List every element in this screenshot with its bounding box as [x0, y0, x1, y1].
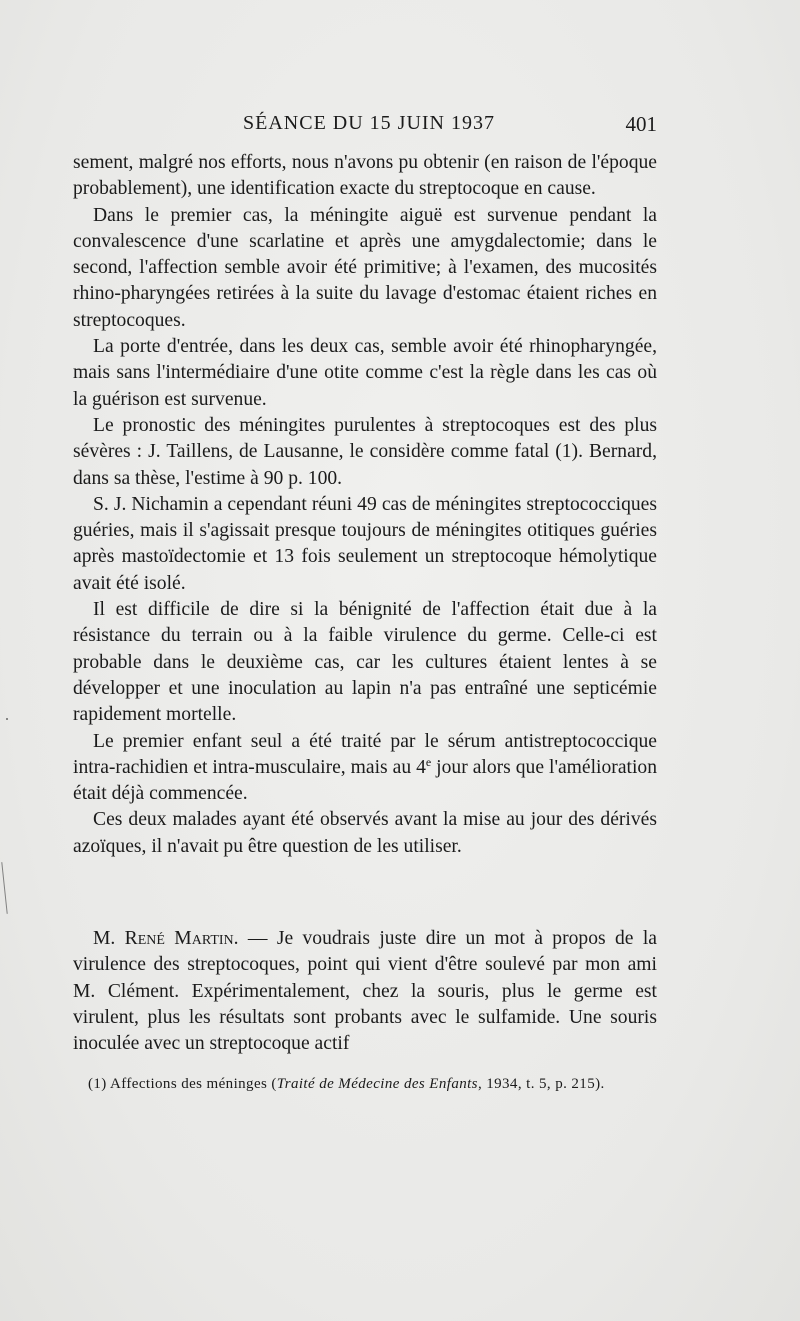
martin-paragraph — [73, 926, 657, 1057]
paragraph-6: Il est difficile de dire si la bénignité de l'affection était due à la résistance du terrain ou à la faible virulence du germe. Celle-ci est probable dans le deuxième cas, car les cultures étaient lentes à se développer et une inoculation au lapin n'a pas entraîné une septicémie rapidement mortelle. — [73, 599, 657, 726]
margin-pencil-mark — [1, 862, 7, 914]
paragraph-8: Ces deux malades ayant été observés avant la mise au jour des dérivés azoïques, il n'avait pu être question de les utiliser. — [73, 809, 657, 857]
paragraph-7 — [73, 729, 657, 808]
footnote-1 — [73, 1075, 657, 1094]
footnote-text: Affections des méninges ( — [110, 1076, 277, 1092]
page-number: 401 — [625, 112, 657, 136]
martin-text: . — Je voudrais juste dire un mot à propos de la virulence des streptocoques, point qui vient d'être soulevé par mon ami M. Clément. Expérimentalement, chez la souris, plus le germe est virulent, plus les résultats sont probants avec le sulfamide. Une souris inoculée avec un streptocoque actif — [73, 928, 657, 1055]
margin-speck — [6, 718, 8, 720]
paragraph-7-text: Le premier enfant seul a été traité par le sérum antistreptococcique intra-rachidien et intra-musculaire, mais au 4 — [73, 730, 657, 778]
speaker-name: René Martin — [124, 928, 234, 949]
footnote-text-end: , 1934, t. 5, p. 215). — [477, 1076, 605, 1092]
speaker-prefix: M. — [93, 928, 125, 949]
body-text — [73, 150, 657, 860]
paragraph-1: sement, malgré nos efforts, nous n'avons pu obtenir (en raison de l'époque probablement), une identification exacte du streptocoque en cause. — [73, 152, 657, 200]
running-head: SÉANCE DU 15 JUIN 1937 — [243, 112, 495, 134]
footnote-marker: (1) — [88, 1076, 111, 1092]
footnote-title: Traité de Médecine des Enfants — [276, 1076, 478, 1092]
paragraph-4: Le pronostic des méningites purulentes à streptocoques est des plus sévères : J. Taillens, de Lausanne, le considère comme fatal (1). Bernard, dans sa thèse, l'estime à 90 p. 100. — [73, 414, 657, 489]
paragraph-3: La porte d'entrée, dans les deux cas, semble avoir été rhinopharyngée, mais sans l'intermédiaire d'une otite comme c'est la règle dans les cas où la guérison est survenue. — [73, 336, 657, 410]
paragraph-2: Dans le premier cas, la méningite aiguë est survenue pendant la convalescence d'une scarlatine et après une amygdalectomie; dans le second, l'affection semble avoir été primitive; à l'examen, des mucosités rhino-pharyngées retirées à la suite du lavage d'estomac étaient riches en streptocoques. — [73, 204, 657, 331]
martin-intervention — [73, 926, 657, 1057]
paragraph-7-text-end: jour alors que l'amélioration était déjà commencée. — [73, 756, 657, 805]
page-header — [73, 112, 657, 142]
ordinal-superscript: e — [425, 754, 432, 769]
footnote — [73, 1075, 657, 1094]
paragraph-5: S. J. Nichamin a cependant réuni 49 cas de méningites streptococciques guéries, mais il s'agissait presque toujours de méningites otitiques guéries après mastoïdectomie et 13 fois seulement un streptocoque hémolytique avait été isolé. — [73, 493, 657, 594]
